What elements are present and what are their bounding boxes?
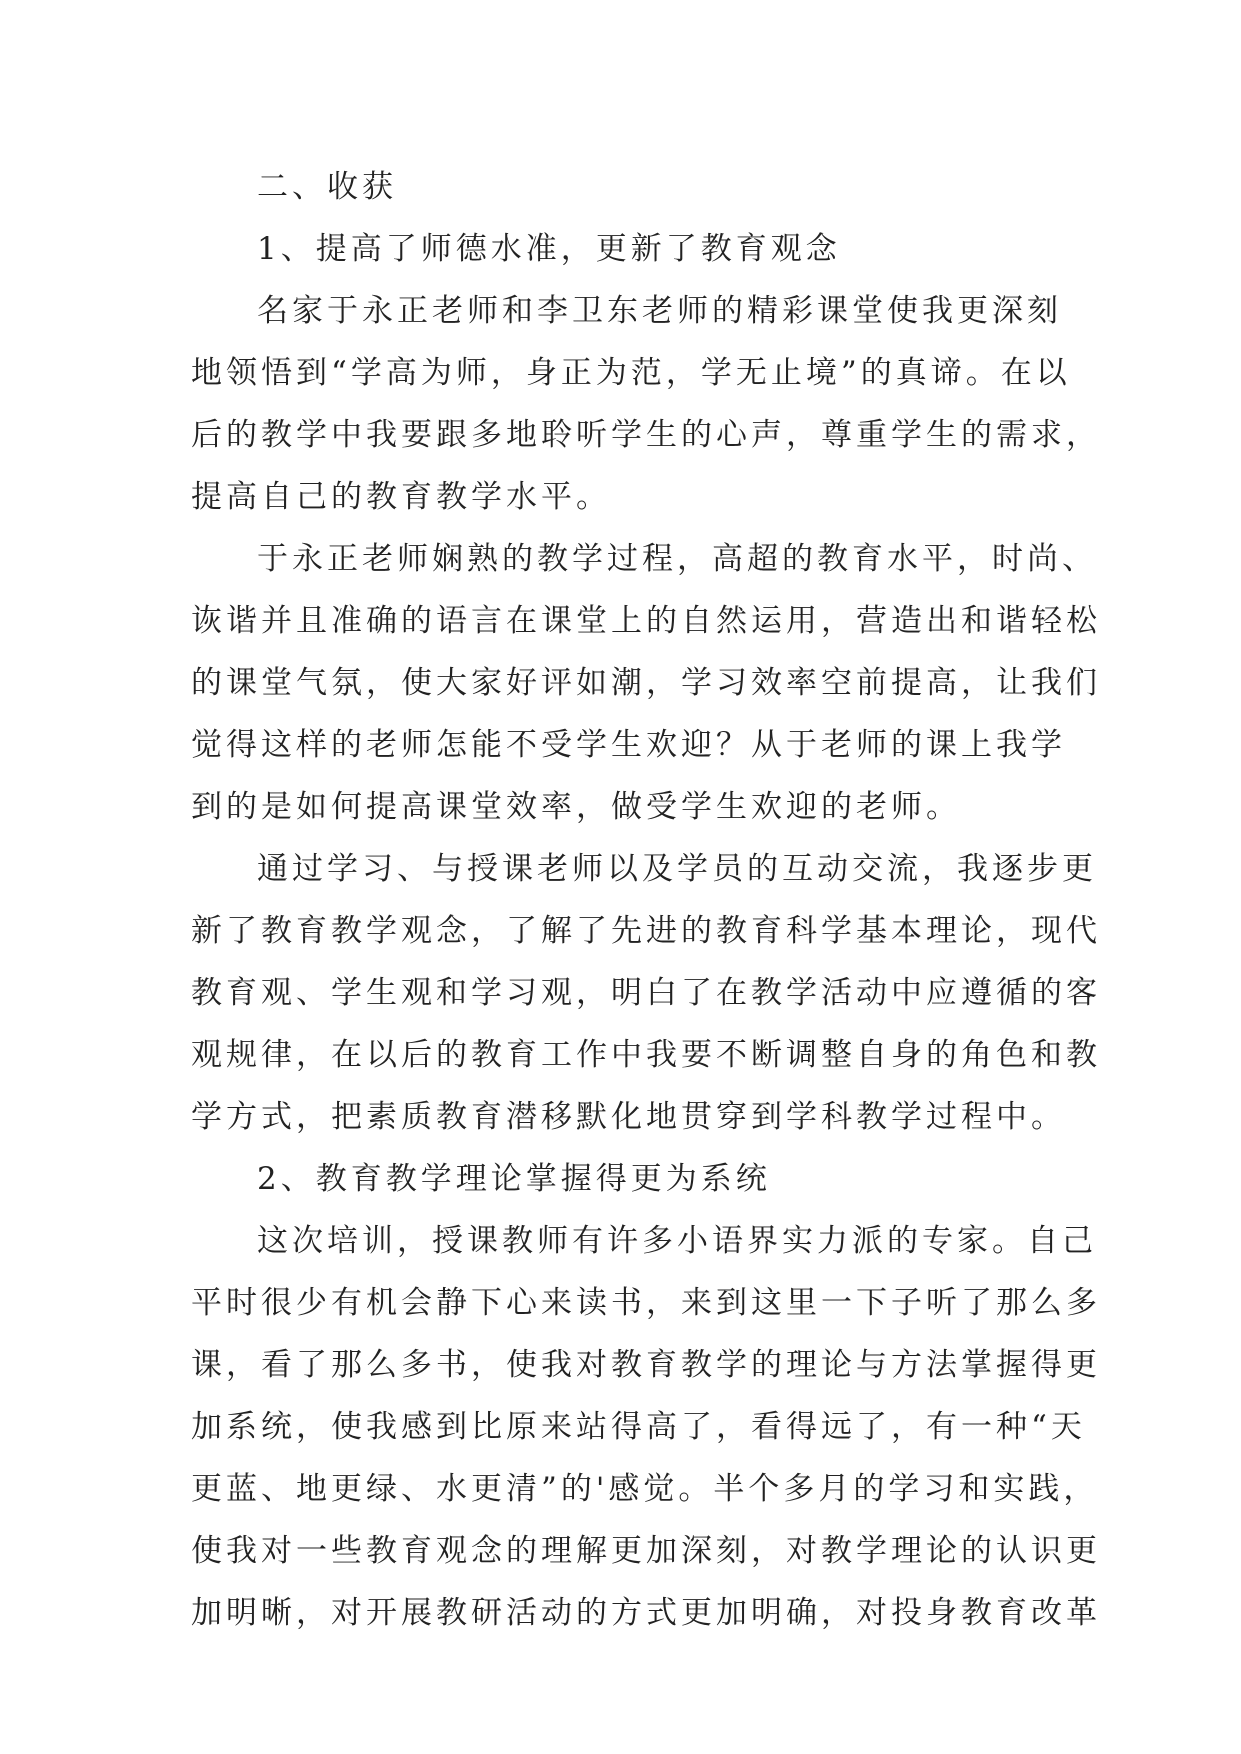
paragraph-line: 更蓝、地更绿、水更清”的'感觉。半个多月的学习和实践，: [191, 1471, 1099, 1507]
paragraph-line: 课，看了那么多书，使我对教育教学的理论与方法掌握得更: [191, 1347, 1101, 1383]
subsection-heading-1: 1、提高了师德水准，更新了教育观念: [257, 231, 841, 267]
paragraph-line: 这次培训，授课教师有许多小语界实力派的专家。自己: [257, 1223, 1097, 1259]
paragraph-line: 观规律，在以后的教育工作中我要不断调整自身的角色和教: [191, 1037, 1101, 1073]
paragraph-line: 教育观、学生观和学习观，明白了在教学活动中应遵循的客: [191, 975, 1101, 1011]
paragraph-line: 到的是如何提高课堂效率，做受学生欢迎的老师。: [191, 789, 961, 825]
paragraph-4: [191, 1210, 1101, 1644]
paragraph-2: [191, 528, 1101, 838]
subsection-heading-2: 2、教育教学理论掌握得更为系统: [257, 1161, 771, 1197]
section-heading: 二、收获: [257, 169, 397, 205]
paragraph-line: 平时很少有机会静下心来读书，来到这里一下子听了那么多: [191, 1285, 1101, 1321]
paragraph-line: 于永正老师娴熟的教学过程，高超的教育水平，时尚、: [257, 541, 1097, 577]
paragraph-line: 名家于永正老师和李卫东老师的精彩课堂使我更深刻: [257, 293, 1062, 329]
document-page: [191, 156, 1101, 1644]
paragraph-line: 加明晰，对开展教研活动的方式更加明确，对投身教育改革: [191, 1595, 1101, 1631]
paragraph-line: 学方式，把素质教育潜移默化地贯穿到学科教学过程中。: [191, 1099, 1066, 1135]
paragraph-line: 地领悟到“学高为师，身正为范，学无止境”的真谛。在以: [191, 355, 1071, 391]
paragraph-line: 提高自己的教育教学水平。: [191, 479, 611, 515]
paragraph-line: 觉得这样的老师怎能不受学生欢迎？从于老师的课上我学: [191, 727, 1066, 763]
paragraph-line: 通过学习、与授课老师以及学员的互动交流，我逐步更: [257, 851, 1097, 887]
paragraph-line: 的课堂气氛，使大家好评如潮，学习效率空前提高，让我们: [191, 665, 1101, 701]
paragraph-line: 后的教学中我要跟多地聆听学生的心声，尊重学生的需求，: [191, 417, 1101, 453]
paragraph-line: 使我对一些教育观念的理解更加深刻，对教学理论的认识更: [191, 1533, 1101, 1569]
paragraph-3: [191, 838, 1101, 1148]
paragraph-1: [191, 280, 1101, 528]
paragraph-line: 诙谐并且准确的语言在课堂上的自然运用，营造出和谐轻松: [191, 603, 1101, 639]
paragraph-line: 新了教育教学观念，了解了先进的教育科学基本理论，现代: [191, 913, 1101, 949]
paragraph-line: 加系统，使我感到比原来站得高了，看得远了，有一种“天: [191, 1409, 1086, 1445]
